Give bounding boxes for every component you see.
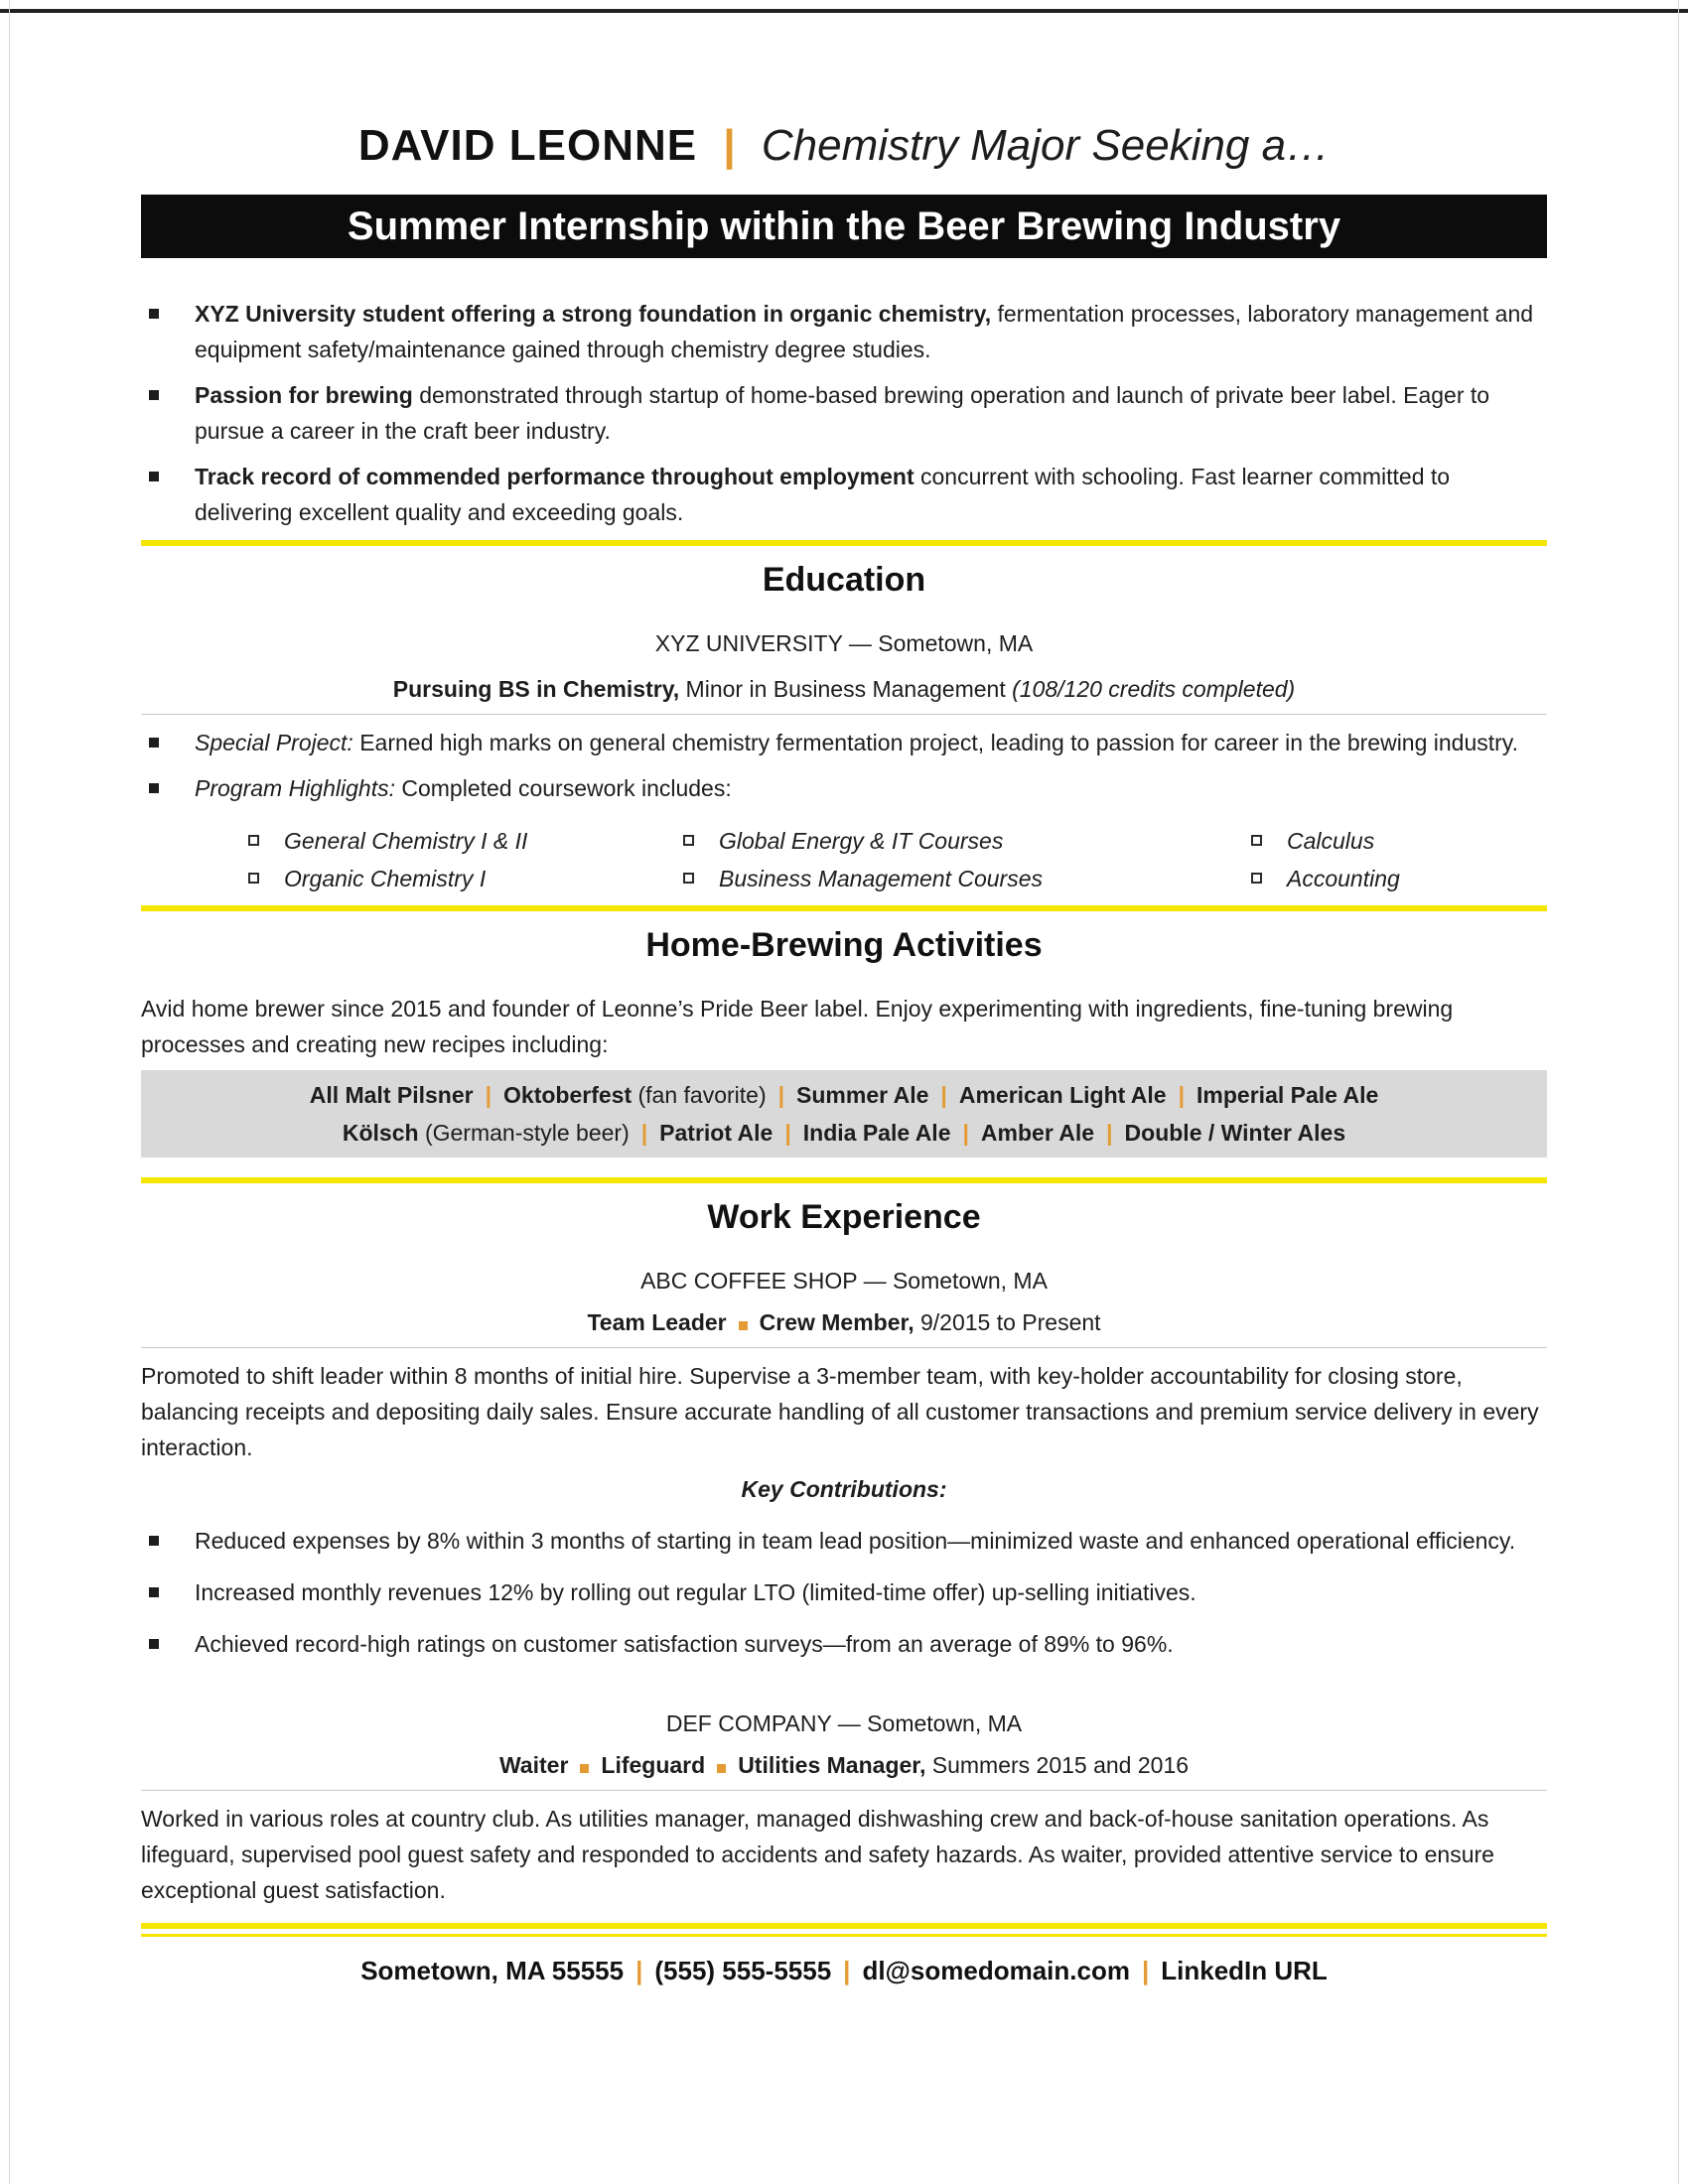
masthead xyxy=(141,121,1547,171)
job-bullet-1 xyxy=(141,1523,1547,1559)
contact-footer xyxy=(141,1953,1547,1988)
coursework-item xyxy=(246,860,681,897)
square-separator-icon xyxy=(717,1764,726,1773)
coursework-grid xyxy=(246,822,1547,897)
summary-bullet-1-lead: XYZ University student offering a strong foundation in organic chemistry, xyxy=(195,301,992,327)
footer-divider-thick-line xyxy=(141,1923,1547,1929)
job-title-line xyxy=(141,1747,1547,1791)
job-title: Crew Member, xyxy=(759,1309,914,1335)
coursework-text: Business Management Courses xyxy=(719,866,1043,891)
beer-list-row-1 xyxy=(141,1076,1547,1114)
square-separator-icon xyxy=(580,1764,589,1773)
work-heading: Work Experience xyxy=(707,1198,981,1236)
summary-bullet-2-rest: demonstrated through startup of home-based brewing operation and launch of private beer label. Eager to pursue a career in the craft beer industry. xyxy=(195,382,1490,444)
section-divider xyxy=(141,905,1547,911)
summary-bullet-2-text xyxy=(195,377,1547,449)
objective-banner: Summer Internship within the Beer Brewing Industry xyxy=(141,195,1547,258)
square-bullet-icon xyxy=(149,309,159,319)
coursework-item xyxy=(681,860,1249,897)
program-highlights-rest: Completed coursework includes: xyxy=(394,775,732,801)
beer-name: American Light Ale xyxy=(958,1082,1167,1108)
job-description: Promoted to shift leader within 8 months of initial hire. Supervise a 3-member team, with key-holder accountability for closing store, balancing receipts and depositing daily sales. Ensure accurate handling of all customer transactions and premium service delivery in every interaction. xyxy=(141,1363,1539,1460)
beer-item xyxy=(1125,1120,1346,1146)
education-details xyxy=(141,725,1547,897)
hollow-square-bullet-icon xyxy=(683,873,694,884)
hollow-square-bullet-icon xyxy=(248,835,259,846)
beer-name: Oktoberfest xyxy=(503,1082,633,1108)
education-degree: Pursuing BS in Chemistry, xyxy=(392,676,680,702)
beer-item xyxy=(803,1120,951,1146)
beer-item xyxy=(343,1120,630,1146)
contact-phone: (555) 555-5555 xyxy=(654,1956,832,1985)
pipe-separator: | xyxy=(635,1956,643,1985)
section-divider xyxy=(141,540,1547,546)
education-degree-line xyxy=(141,671,1547,715)
beer-item xyxy=(310,1082,474,1108)
summary-bullet-3-rest: concurrent with schooling. Fast learner committed to delivering excellent quality and exceeding goals. xyxy=(195,464,1451,525)
beer-note: (German-style beer) xyxy=(418,1120,630,1146)
job-def-company xyxy=(141,1706,1547,1908)
square-bullet-icon xyxy=(149,783,159,793)
beer-item xyxy=(959,1082,1167,1108)
education-school: XYZ UNIVERSITY — Sometown, MA xyxy=(654,630,1034,656)
page-top-rule xyxy=(0,9,1688,13)
education-minor: Minor in Business Management xyxy=(679,676,1013,702)
summary-bullet-1 xyxy=(141,296,1547,367)
page-left-edge xyxy=(9,0,10,2184)
job-title: Waiter xyxy=(498,1752,569,1778)
pipe-separator: | xyxy=(784,1120,791,1146)
education-bullet-highlights xyxy=(141,770,1547,806)
footer-divider xyxy=(141,1923,1547,1937)
job-title-line xyxy=(141,1304,1547,1348)
summary-bullet-3-text xyxy=(195,459,1547,530)
hollow-square-bullet-icon xyxy=(1251,835,1262,846)
coursework-text: General Chemistry I & II xyxy=(284,828,528,854)
job-bullet-1-text: Reduced expenses by 8% within 3 months of starting in team lead position—minimized waste and enhanced operational efficiency. xyxy=(195,1528,1516,1554)
beer-name: Imperial Pale Ale xyxy=(1196,1082,1379,1108)
beer-item xyxy=(503,1082,767,1108)
coursework-item xyxy=(1249,860,1547,897)
program-highlights-text xyxy=(195,770,1547,806)
candidate-tagline: Chemistry Major Seeking a… xyxy=(761,121,1331,170)
coursework-text: Calculus xyxy=(1287,828,1375,854)
square-separator-icon xyxy=(739,1321,748,1330)
section-divider xyxy=(141,1177,1547,1183)
job-title: Utilities Manager, xyxy=(738,1752,926,1778)
beer-name: Patriot Ale xyxy=(659,1120,774,1146)
special-project-text xyxy=(195,725,1547,760)
job-bullet-2 xyxy=(141,1574,1547,1610)
education-heading: Education xyxy=(762,561,926,599)
pipe-separator: | xyxy=(940,1082,947,1108)
candidate-name: DAVID LEONNE xyxy=(357,121,698,170)
beer-name: Double / Winter Ales xyxy=(1124,1120,1346,1146)
coursework-item xyxy=(1249,822,1547,860)
coursework-item xyxy=(246,822,681,860)
job-bullet-3-text: Achieved record-high ratings on customer satisfaction surveys—from an average of 89% to 96%. xyxy=(195,1631,1174,1657)
pipe-separator: | xyxy=(777,1082,785,1108)
square-bullet-icon xyxy=(149,1536,159,1546)
hollow-square-bullet-icon xyxy=(248,873,259,884)
hollow-square-bullet-icon xyxy=(1251,873,1262,884)
summary-bullet-2 xyxy=(141,377,1547,449)
contact-email: dl@somedomain.com xyxy=(862,1956,1130,1985)
square-bullet-icon xyxy=(149,1587,159,1597)
summary-section xyxy=(141,296,1547,530)
summary-bullet-1-rest: fermentation processes, laboratory management and equipment safety/maintenance gained through chemistry degree studies. xyxy=(195,301,1534,362)
job-abc-coffee-shop xyxy=(141,1263,1547,1662)
education-credits: (108/120 credits completed) xyxy=(1012,676,1296,702)
job-bullet-2-text: Increased monthly revenues 12% by rolling out regular LTO (limited-time offer) up-selling initiatives. xyxy=(195,1579,1196,1605)
summary-bullet-1-text xyxy=(195,296,1547,367)
pipe-separator: | xyxy=(1178,1082,1186,1108)
key-contributions-label: Key Contributions: xyxy=(741,1476,947,1502)
job-bullets xyxy=(141,1523,1547,1662)
coursework-text: Accounting xyxy=(1287,866,1400,891)
beer-list-row-2 xyxy=(141,1114,1547,1152)
summary-bullet-2-lead: Passion for brewing xyxy=(195,382,413,408)
contact-linkedin: LinkedIn URL xyxy=(1161,1956,1328,1985)
coursework-column-2 xyxy=(681,822,1249,897)
beer-name: All Malt Pilsner xyxy=(309,1082,474,1108)
beer-name: Kölsch xyxy=(342,1120,419,1146)
job-bullet-3 xyxy=(141,1626,1547,1662)
coursework-text: Global Energy & IT Courses xyxy=(719,828,1004,854)
pipe-separator: | xyxy=(843,1956,851,1985)
brewing-heading: Home-Brewing Activities xyxy=(645,926,1043,964)
masthead-pipe: | xyxy=(723,121,736,170)
beer-name: Amber Ale xyxy=(980,1120,1095,1146)
beer-name: Summer Ale xyxy=(796,1082,929,1108)
hollow-square-bullet-icon xyxy=(683,835,694,846)
summary-bullet-3 xyxy=(141,459,1547,530)
beer-item xyxy=(1196,1082,1378,1108)
special-project-rest: Earned high marks on general chemistry fermentation project, leading to passion for career in the brewing industry. xyxy=(352,730,1518,755)
coursework-text: Organic Chemistry I xyxy=(284,866,487,891)
job-title: Lifeguard xyxy=(601,1752,706,1778)
summary-bullet-3-lead: Track record of commended performance throughout employment xyxy=(195,464,914,489)
education-bullet-special-project xyxy=(141,725,1547,760)
program-highlights-label: Program Highlights: xyxy=(195,775,395,801)
coursework-item xyxy=(681,822,1249,860)
square-bullet-icon xyxy=(149,390,159,400)
pipe-separator: | xyxy=(485,1082,492,1108)
contact-location: Sometown, MA 55555 xyxy=(360,1956,625,1985)
job-dates: Summers 2015 and 2016 xyxy=(925,1752,1190,1778)
job-dates: 9/2015 to Present xyxy=(914,1309,1101,1335)
job-description: Worked in various roles at country club. As utilities manager, managed dishwashing crew and back-of-house sanitation operations. As lifeguard, supervised pool guest safety and responded to accidents and safety hazards. As waiter, provided attentive service to ensure exceptional guest satisfaction. xyxy=(141,1806,1494,1903)
job-title: Team Leader xyxy=(587,1309,727,1335)
coursework-column-1 xyxy=(246,822,681,897)
page-right-edge xyxy=(1678,0,1679,2184)
pipe-separator: | xyxy=(962,1120,969,1146)
pipe-separator: | xyxy=(1106,1120,1113,1146)
square-bullet-icon xyxy=(149,738,159,748)
pipe-separator: | xyxy=(640,1120,648,1146)
square-bullet-icon xyxy=(149,1639,159,1649)
pipe-separator: | xyxy=(1141,1956,1150,1985)
beer-list-band xyxy=(141,1070,1547,1158)
job-company: ABC COFFEE SHOP — Sometown, MA xyxy=(640,1268,1048,1294)
coursework-column-3 xyxy=(1249,822,1547,897)
brewing-intro: Avid home brewer since 2015 and founder of Leonne’s Pride Beer label. Enjoy experimenting with ingredients, fine-tuning brewing processes and creating new recipes including: xyxy=(141,996,1454,1057)
footer-divider-thin-line xyxy=(141,1934,1547,1937)
beer-item xyxy=(981,1120,1094,1146)
special-project-label: Special Project: xyxy=(195,730,353,755)
square-bullet-icon xyxy=(149,472,159,481)
beer-name: India Pale Ale xyxy=(802,1120,951,1146)
beer-item xyxy=(659,1120,773,1146)
job-company: DEF COMPANY — Sometown, MA xyxy=(665,1710,1023,1736)
beer-item xyxy=(796,1082,928,1108)
beer-note: (fan favorite) xyxy=(632,1082,767,1108)
